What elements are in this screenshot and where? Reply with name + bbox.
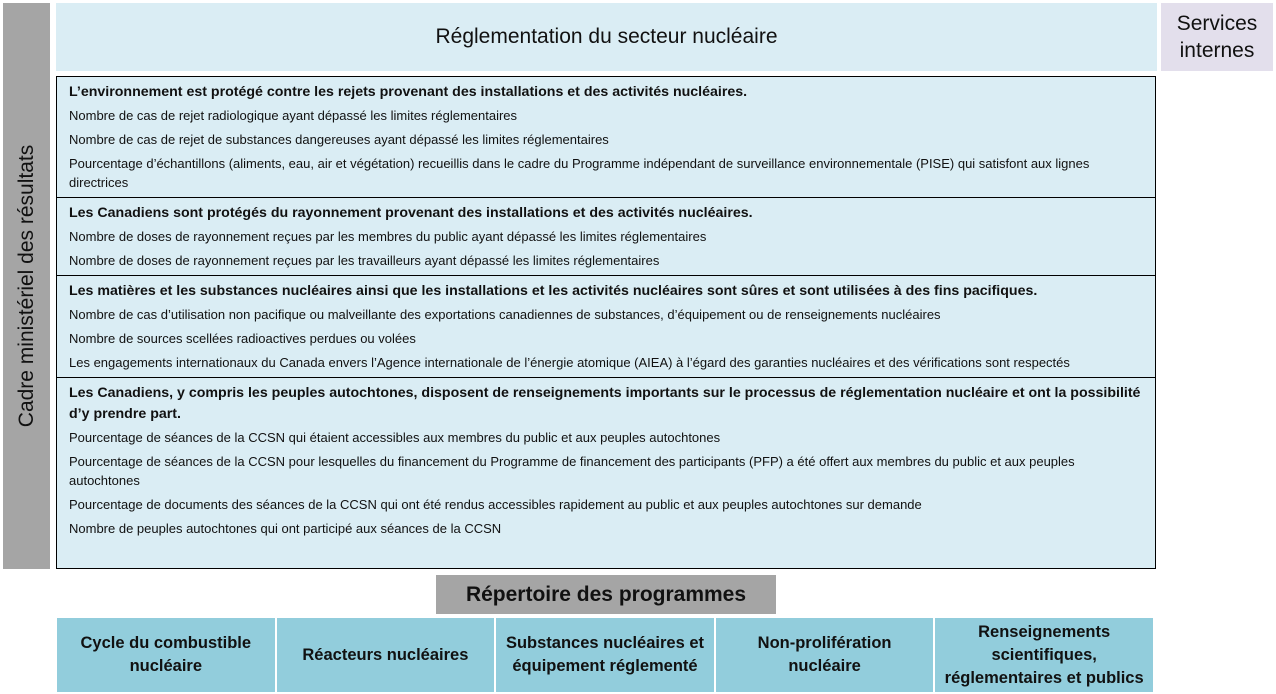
result-indicator: Nombre de cas de rejet radiologique ayant dépassé les limites réglementaires	[69, 108, 518, 123]
result-title: L’environnement est protégé contre les rejets provenant des installations et des activités nucléaires.	[69, 84, 748, 100]
program-inventory-title-text: Répertoire des programmes	[465, 582, 747, 606]
program-label: Renseignements scientifiques, réglementaires et publics	[944, 622, 1144, 687]
program-label: Substances nucléaires et équipement réglementé	[505, 634, 705, 675]
result-indicator: Nombre de doses de rayonnement reçues par les travailleurs ayant dépassé les limites réglementaires	[69, 253, 660, 268]
result-title: Les Canadiens sont protégés du rayonnement provenant des installations et des activités nucléaires.	[69, 205, 753, 221]
framework-side-label-text: Cadre ministériel des résultats	[14, 144, 38, 428]
program-label: Non-prolifération nucléaire	[757, 634, 892, 675]
result-indicator: Pourcentage de séances de la CCSN qui étaient accessibles aux membres du public et aux peuples autochtones	[69, 430, 721, 445]
program-box	[277, 618, 495, 692]
result-group	[57, 377, 1155, 543]
program-box	[57, 618, 275, 692]
result-indicator: Pourcentage d’échantillons (aliments, eau, air et végétation) recueillis dans le cadre du Programme indépendant de surveillance environnementale (PISE) qui satisfont aux lignes directrices	[69, 156, 1090, 190]
program-label: Réacteurs nucléaires	[302, 645, 469, 664]
result-indicator: Nombre de doses de rayonnement reçues par les membres du public ayant dépassé les limites réglementaires	[69, 229, 707, 244]
framework-side-label	[3, 3, 50, 569]
results-panel	[56, 76, 1156, 569]
result-group	[57, 275, 1155, 377]
program-box	[935, 618, 1153, 692]
result-indicator: Les engagements internationaux du Canada envers l’Agence internationale de l’énergie atomique (AIEA) à l’égard des garanties nucléaires et des vérifications sont respectés	[69, 355, 1070, 370]
result-indicator: Nombre de cas de rejet de substances dangereuses ayant dépassé les limites réglementaires	[69, 132, 609, 147]
result-title: Les Canadiens, y compris les peuples autochtones, disposent de renseignements importants sur le processus de réglementation nucléaire et ont la possibilité d’y prendre part.	[69, 385, 1141, 422]
program-box	[496, 618, 714, 692]
result-group	[57, 197, 1155, 275]
result-title: Les matières et les substances nucléaires ainsi que les installations et les activités nucléaires sont sûres et sont utilisées à des fins pacifiques.	[69, 283, 1038, 299]
core-responsibility-title: Réglementation du secteur nucléaire	[435, 25, 778, 48]
program-list	[57, 618, 1153, 692]
result-indicator: Nombre de cas d’utilisation non pacifique ou malveillante des exportations canadiennes de substances, d’équipement ou de renseignements nucléaires	[69, 307, 941, 322]
program-inventory-title	[436, 575, 776, 614]
result-group	[57, 77, 1155, 197]
program-box	[716, 618, 934, 692]
result-indicator: Pourcentage de séances de la CCSN pour lesquelles du financement du Programme de financement des participants (PFP) a été offert aux membres du public et aux peuples autochtones	[69, 454, 1075, 488]
result-indicator: Pourcentage de documents des séances de la CCSN qui ont été rendus accessibles rapidement au public et aux peuples autochtones sur demande	[69, 497, 922, 512]
core-responsibility-header	[56, 3, 1157, 71]
internal-services-box	[1161, 3, 1273, 71]
result-indicator: Nombre de peuples autochtones qui ont participé aux séances de la CCSN	[69, 521, 502, 536]
program-label: Cycle du combustible nucléaire	[80, 634, 252, 675]
internal-services-label: Services internes	[1176, 12, 1258, 62]
result-indicator: Nombre de sources scellées radioactives perdues ou volées	[69, 331, 416, 346]
